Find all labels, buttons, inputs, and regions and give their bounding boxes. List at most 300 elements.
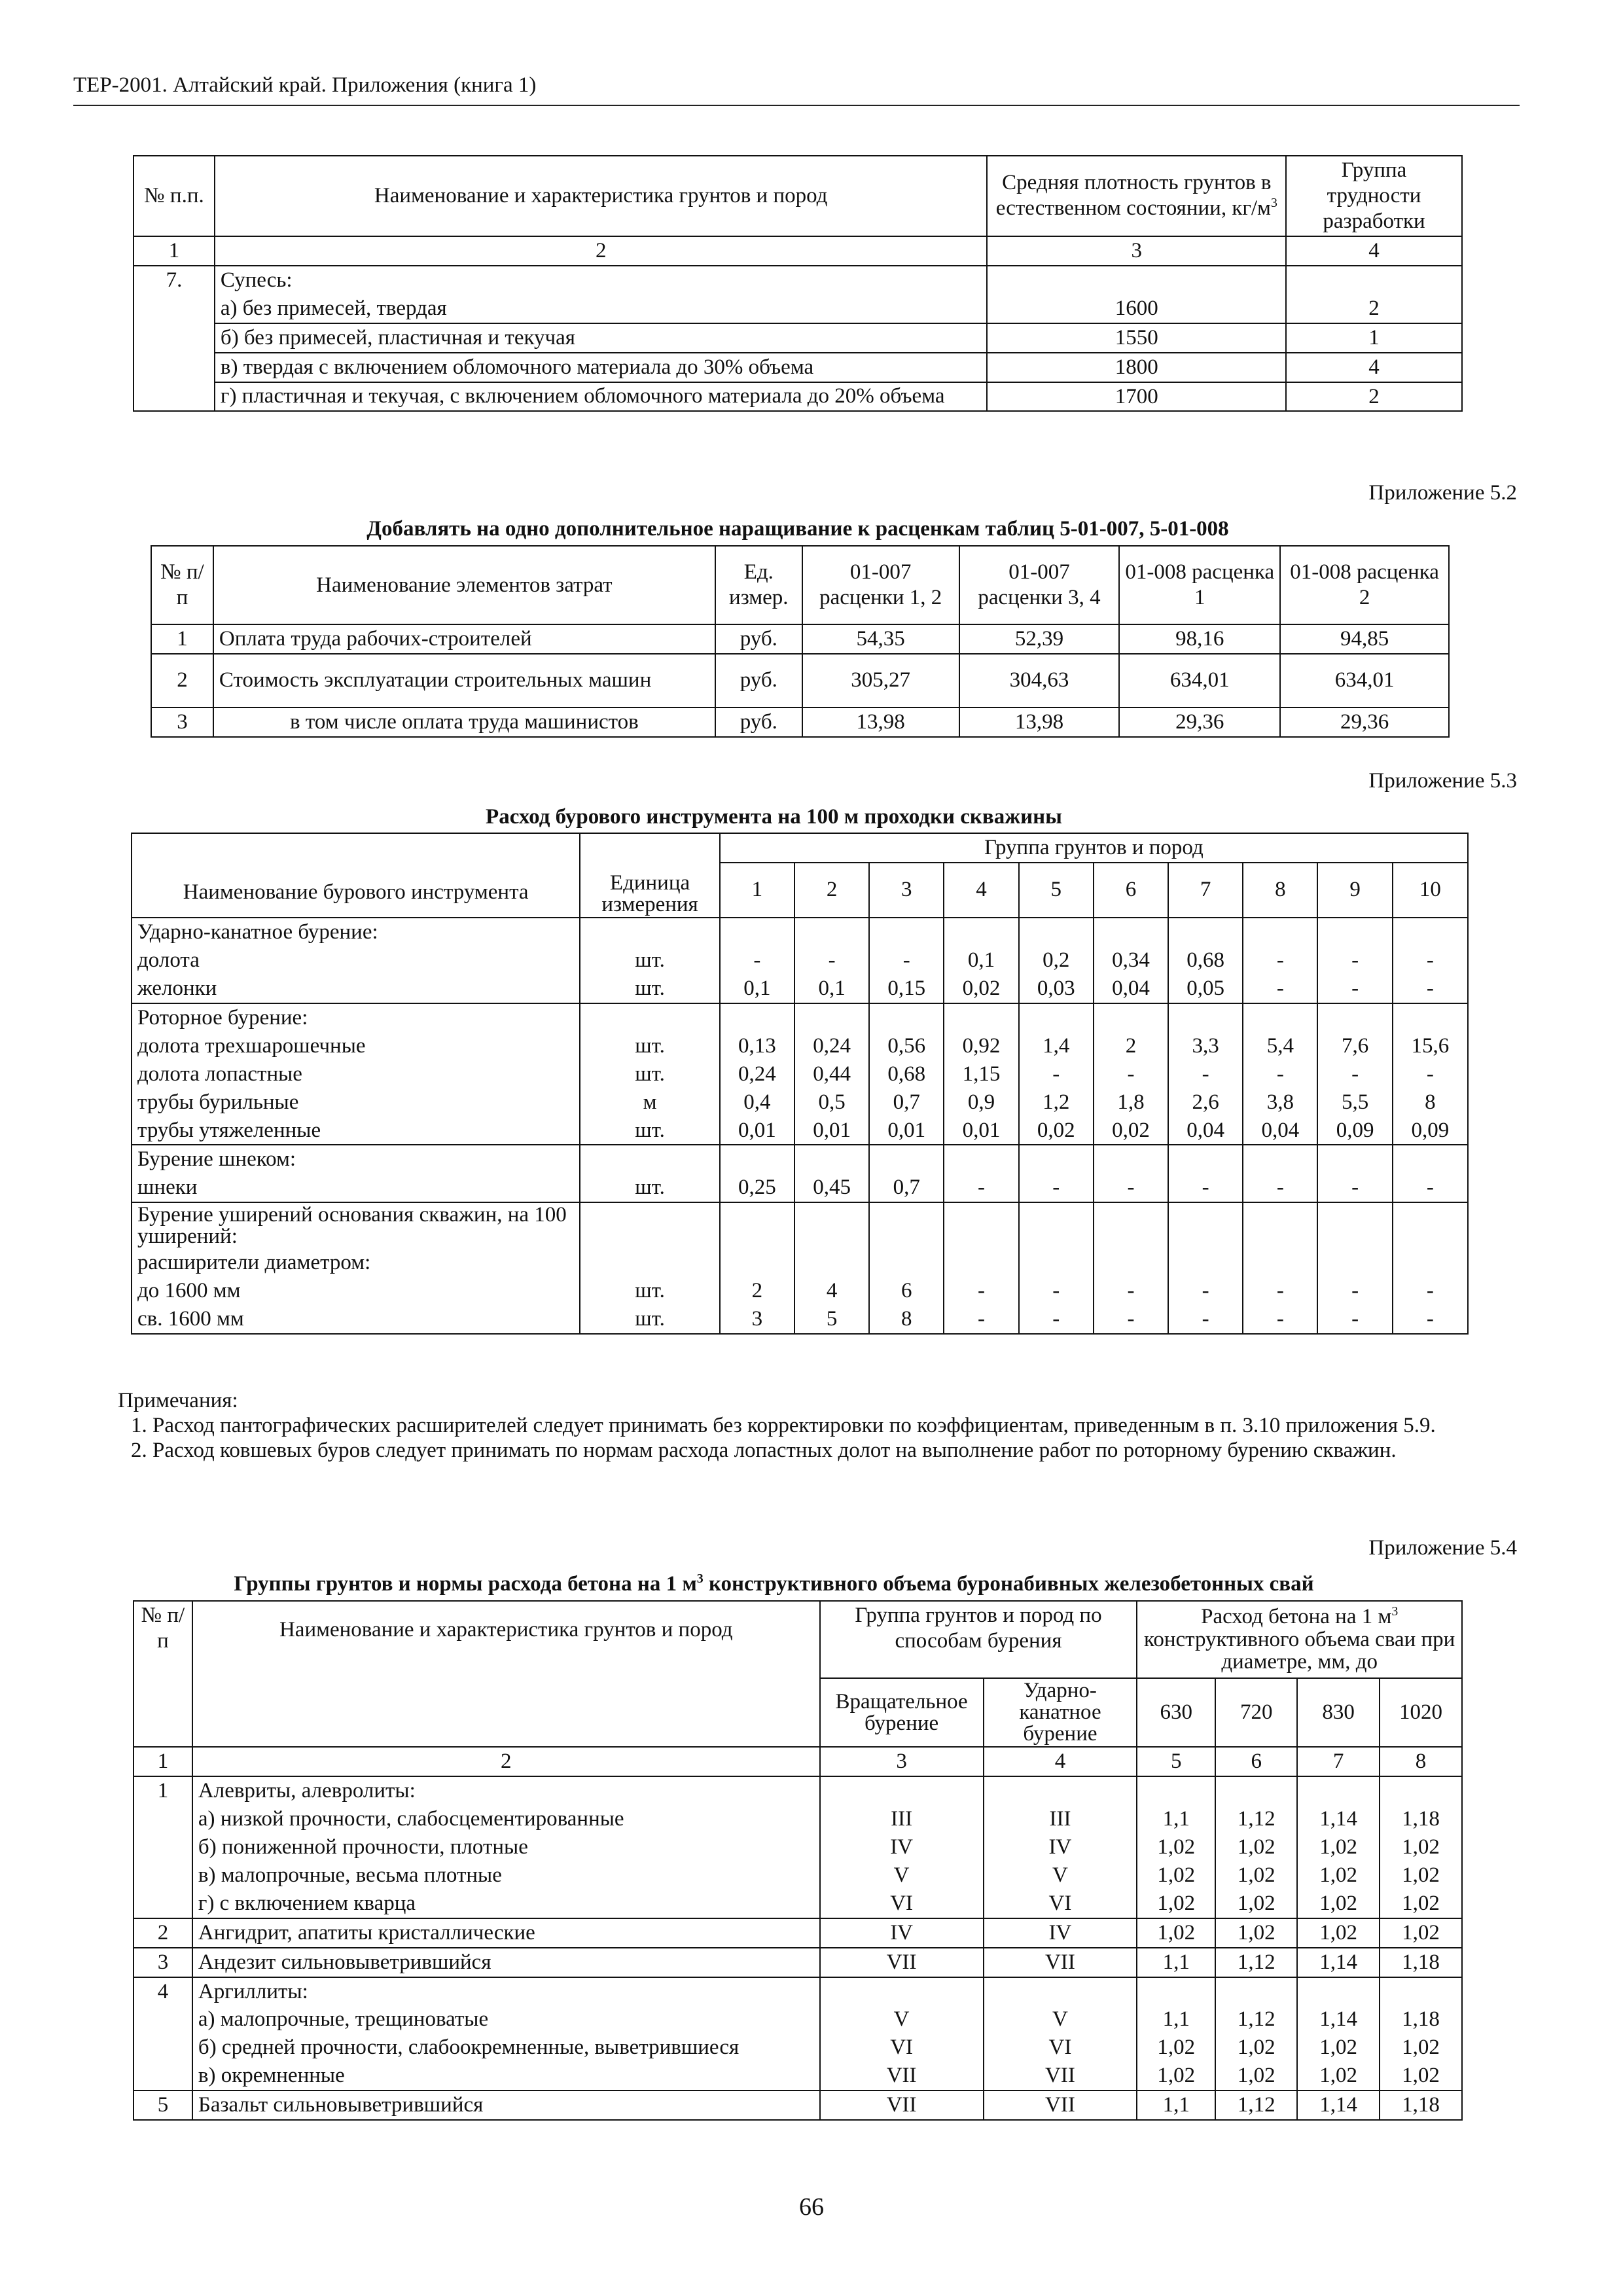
empty-cell: [944, 1145, 1018, 1174]
value: 305,27: [802, 654, 959, 708]
group-number: 5: [1019, 863, 1094, 918]
empty-cell: [134, 1805, 192, 1833]
value: 8: [1393, 1088, 1468, 1117]
value: [1393, 1249, 1468, 1277]
unit: м: [580, 1088, 719, 1117]
empty-cell: [1019, 918, 1094, 946]
soil-name: в) малопрочные, весьма плотные: [192, 1861, 820, 1890]
empty-cell: [1393, 918, 1468, 946]
empty-cell: [1137, 1977, 1215, 2006]
running-header: ТЕР-2001. Алтайский край. Приложения (книга 1): [73, 73, 537, 97]
value: -: [1393, 1277, 1468, 1305]
value: VI: [820, 2034, 984, 2062]
col-header-rate: 01-007 расценки 1, 2: [802, 546, 959, 624]
value: -: [1243, 1060, 1317, 1088]
value: 0,5: [794, 1088, 869, 1117]
row-no: 1: [151, 624, 213, 654]
row-no: 2: [134, 1918, 192, 1948]
value: 0,7: [869, 1088, 944, 1117]
value: -: [1393, 1305, 1468, 1334]
value: 0,04: [1168, 1117, 1243, 1145]
value: -: [1168, 1277, 1243, 1305]
value: V: [820, 2005, 984, 2034]
value: 0,24: [794, 1032, 869, 1060]
soil-name: б) средней прочности, слабоокремненные, выветрившиеся: [192, 2034, 820, 2062]
soil-name: Ангидрит, апатиты кристаллические: [192, 1918, 820, 1948]
concrete-norms-table: [133, 1600, 1463, 2121]
item-title-row: [134, 1776, 1462, 1805]
value: 1,15: [944, 1060, 1018, 1088]
value: 0,05: [1168, 975, 1243, 1003]
value: 29,36: [1280, 708, 1449, 737]
group-number: 2: [794, 863, 869, 918]
empty-cell: [580, 1202, 719, 1249]
notes-block: [118, 1389, 1525, 1463]
col-number: 6: [1215, 1747, 1297, 1776]
value: 0,1: [944, 946, 1018, 975]
value: IV: [984, 1833, 1137, 1861]
cost-table: [151, 545, 1450, 738]
density-value: 1800: [987, 353, 1286, 382]
value: 2,6: [1168, 1088, 1243, 1117]
value: -: [1393, 1060, 1468, 1088]
empty-cell: [794, 1202, 869, 1249]
value: 29,36: [1119, 708, 1280, 737]
value: 1,02: [1215, 1918, 1297, 1948]
empty-cell: [720, 1202, 794, 1249]
value: -: [1168, 1305, 1243, 1334]
soil-name: в) твердая с включением обломочного материала до 30% объема: [215, 353, 988, 382]
value: VII: [984, 2090, 1137, 2120]
value: -: [1317, 1277, 1392, 1305]
value: -: [869, 946, 944, 975]
table-row: [134, 1918, 1462, 1948]
empty-cell: [1243, 918, 1317, 946]
value: -: [1317, 946, 1392, 975]
value: -: [1094, 1277, 1168, 1305]
value: VI: [984, 1890, 1137, 1918]
table-row: [134, 1805, 1462, 1833]
section-title-row: [132, 918, 1468, 946]
empty-cell: [720, 1003, 794, 1032]
value: 1,02: [1297, 1918, 1380, 1948]
unit: [580, 1249, 719, 1277]
value: -: [1243, 975, 1317, 1003]
value: 1,02: [1380, 1833, 1462, 1861]
value: 0,25: [720, 1174, 794, 1202]
empty-cell: [984, 1977, 1137, 2006]
table-row: [134, 1861, 1462, 1890]
value: -: [1019, 1277, 1094, 1305]
unit: шт.: [580, 1305, 719, 1334]
col-header-unit: Ед. измер.: [715, 546, 802, 624]
empty-cell: [580, 918, 719, 946]
unit: шт.: [580, 975, 719, 1003]
value: 1,02: [1137, 1861, 1215, 1890]
value: -: [1317, 1060, 1392, 1088]
group-value: 2: [1286, 295, 1462, 323]
value: V: [984, 1861, 1137, 1890]
value: 1,02: [1215, 2034, 1297, 2062]
value: 0,02: [1019, 1117, 1094, 1145]
value: 0,68: [869, 1060, 944, 1088]
value: 1,02: [1137, 2062, 1215, 2090]
empty-cell: [1380, 1776, 1462, 1805]
table-row: [132, 975, 1468, 1003]
value: IV: [984, 1918, 1137, 1948]
value: 5,5: [1317, 1088, 1392, 1117]
table-caption: Расход бурового инструмента на 100 м проходки скважины: [486, 805, 1062, 829]
empty-cell: [1094, 1145, 1168, 1174]
empty-cell: [869, 918, 944, 946]
empty-cell: [1168, 1202, 1243, 1249]
section-title: Ударно-канатное бурение:: [132, 918, 580, 946]
cost-name: Стоимость эксплуатации строительных машин: [213, 654, 715, 708]
value: 1,02: [1380, 2034, 1462, 2062]
value: 1,02: [1215, 1833, 1297, 1861]
row-no: 3: [151, 708, 213, 737]
note-2: 2. Расход ковшевых буров следует принимать по нормам расхода лопастных долот на выполнение работ по роторному бурению скважин.: [131, 1438, 1397, 1462]
col-header-rate: 01-007 расценки 3, 4: [959, 546, 1120, 624]
empty-cell: [1243, 1202, 1317, 1249]
empty-cell: [1019, 1145, 1094, 1174]
soil-name: Базальт сильновыветрившийся: [192, 2090, 820, 2120]
value: 52,39: [959, 624, 1120, 654]
group-number: 10: [1393, 863, 1468, 918]
tool-name: трубы бурильные: [132, 1088, 580, 1117]
value: [869, 1249, 944, 1277]
value: 54,35: [802, 624, 959, 654]
col-header-name: Наименование и характеристика грунтов и пород: [215, 156, 988, 236]
value: 1,02: [1137, 1833, 1215, 1861]
col-header-group: Группа грунтов и пород по способам бурения: [820, 1601, 1137, 1678]
empty-cell: [1317, 1145, 1392, 1174]
value: 3,8: [1243, 1088, 1317, 1117]
group-number: 9: [1317, 863, 1392, 918]
drilling-tool-table: [131, 833, 1469, 1335]
table-row: [132, 946, 1468, 975]
group-value: 1: [1286, 323, 1462, 353]
value: -: [1094, 1305, 1168, 1334]
empty-cell: [720, 1145, 794, 1174]
empty-cell: [1317, 918, 1392, 946]
value: 4: [794, 1277, 869, 1305]
value: 1,18: [1380, 1805, 1462, 1833]
group-number: 4: [944, 863, 1018, 918]
col-header-name: Наименование элементов затрат: [213, 546, 715, 624]
unit: руб.: [715, 624, 802, 654]
empty-cell: [1215, 1776, 1297, 1805]
empty-cell: [1168, 918, 1243, 946]
unit: шт.: [580, 946, 719, 975]
soil-name: а) без примесей, твердая: [215, 295, 988, 323]
tool-name: долота: [132, 946, 580, 975]
table-row: [132, 1060, 1468, 1088]
diameter: 1020: [1380, 1678, 1462, 1747]
value: VII: [984, 1948, 1137, 1977]
value: 5: [794, 1305, 869, 1334]
item-title: Супесь:: [215, 266, 988, 295]
value: 1,02: [1297, 1861, 1380, 1890]
tool-name: до 1600 мм: [132, 1277, 580, 1305]
section-title-row: [132, 1145, 1468, 1174]
empty-cell: [1215, 1977, 1297, 2006]
value: IV: [820, 1918, 984, 1948]
value: -: [1243, 1277, 1317, 1305]
empty-cell: [820, 1776, 984, 1805]
value: 15,6: [1393, 1032, 1468, 1060]
group-value: 4: [1286, 353, 1462, 382]
empty-cell: [869, 1003, 944, 1032]
empty-cell: [869, 1202, 944, 1249]
empty-cell: [1094, 1003, 1168, 1032]
empty-cell: [1317, 1202, 1392, 1249]
col-header-no: № п/п: [151, 546, 213, 624]
soil-name: г) пластичная и текучая, с включением обломочного материала до 20% объема: [215, 382, 988, 412]
empty-cell: [134, 1833, 192, 1861]
col-header-no: № п.п.: [134, 156, 215, 236]
value: V: [820, 1861, 984, 1890]
value: 3: [720, 1305, 794, 1334]
value: 1,02: [1380, 1861, 1462, 1890]
empty-cell: [944, 918, 1018, 946]
table-row: [132, 1117, 1468, 1145]
soil-name: Андезит сильновыветрившийся: [192, 1948, 820, 1977]
col-number: 4: [984, 1747, 1137, 1776]
tool-name: долота лопастные: [132, 1060, 580, 1088]
unit: шт.: [580, 1060, 719, 1088]
empty-cell: [134, 2062, 192, 2090]
table-row: [132, 1249, 1468, 1277]
table-row: [132, 1174, 1468, 1202]
density-value: 1700: [987, 382, 1286, 412]
value: [1019, 1249, 1094, 1277]
value: 0,04: [1243, 1117, 1317, 1145]
value: 1,4: [1019, 1032, 1094, 1060]
value: -: [1243, 1305, 1317, 1334]
soil-density-table: [133, 155, 1463, 412]
appendix-label: Приложение 5.2: [1368, 481, 1517, 505]
column-numbers-row: [134, 1747, 1462, 1776]
soil-name: а) малопрочные, трещиноватые: [192, 2005, 820, 2034]
tool-name: расширители диаметром:: [132, 1249, 580, 1277]
value: 98,16: [1119, 624, 1280, 654]
empty-cell: [1297, 1977, 1380, 2006]
value: 1,14: [1297, 1805, 1380, 1833]
empty-cell: [134, 1890, 192, 1918]
value: 0,34: [1094, 946, 1168, 975]
value: 0,44: [794, 1060, 869, 1088]
col-header-groups: Группа грунтов и пород: [720, 833, 1468, 863]
value: 0,02: [1094, 1117, 1168, 1145]
tool-name: св. 1600 мм: [132, 1305, 580, 1334]
value: 1,02: [1380, 2062, 1462, 2090]
group-value: 2: [1286, 382, 1462, 412]
empty-cell: [1393, 1003, 1468, 1032]
row-no: 4: [134, 1977, 192, 2006]
value: -: [720, 946, 794, 975]
value: 1,14: [1297, 1948, 1380, 1977]
empty-cell: [794, 918, 869, 946]
group-number: 3: [869, 863, 944, 918]
value: 1,02: [1297, 2062, 1380, 2090]
value: 6: [869, 1277, 944, 1305]
unit: шт.: [580, 1277, 719, 1305]
value: 1,12: [1215, 2005, 1297, 2034]
value: 7,6: [1317, 1032, 1392, 1060]
tool-name: желонки: [132, 975, 580, 1003]
value: 13,98: [959, 708, 1120, 737]
soil-name: г) с включением кварца: [192, 1890, 820, 1918]
col-header-name: Наименование бурового инструмента: [132, 833, 580, 918]
table-row: [134, 1833, 1462, 1861]
unit: руб.: [715, 654, 802, 708]
value: 0,92: [944, 1032, 1018, 1060]
value: 0,03: [1019, 975, 1094, 1003]
value: 0,01: [944, 1117, 1018, 1145]
value: 8: [869, 1305, 944, 1334]
table-row: [132, 1032, 1468, 1060]
empty-cell: [134, 1861, 192, 1890]
soil-name: в) окремненные: [192, 2062, 820, 2090]
col-header-rate: 01-008 расценка 1: [1119, 546, 1280, 624]
empty-cell: [794, 1003, 869, 1032]
value: 94,85: [1280, 624, 1449, 654]
empty-cell: [944, 1003, 1018, 1032]
col-number: 3: [987, 236, 1286, 266]
col-header-no: № п/п: [134, 1601, 192, 1747]
section-title-row: [132, 1202, 1468, 1249]
group-number: 1: [720, 863, 794, 918]
value: 1,02: [1137, 2034, 1215, 2062]
group-number: 6: [1094, 863, 1168, 918]
table-row: [134, 1948, 1462, 1977]
unit: шт.: [580, 1117, 719, 1145]
value: III: [984, 1805, 1137, 1833]
table-row: [134, 2062, 1462, 2090]
empty-cell: [1393, 1202, 1468, 1249]
value: [720, 1249, 794, 1277]
value: V: [984, 2005, 1137, 2034]
table-row: [132, 1277, 1468, 1305]
empty-cell: [1019, 1003, 1094, 1032]
value: 0,2: [1019, 946, 1094, 975]
value: -: [1168, 1174, 1243, 1202]
col-header-concrete: Расход бетона на 1 $м^3$ конструктивного объема сваи при диаметре, мм, до: [1137, 1601, 1462, 1678]
empty-cell: [1243, 1003, 1317, 1032]
value: [944, 1249, 1018, 1277]
tool-name: долота трехшарошечные: [132, 1032, 580, 1060]
value: [1168, 1249, 1243, 1277]
diameter: 630: [1137, 1678, 1215, 1747]
cost-name: в том числе оплата труда машинистов: [213, 708, 715, 737]
section-title-row: [132, 1003, 1468, 1032]
note-1: 1. Расход пантографических расширителей следует принимать без корректировки по коэффициентам, приведенным в п. 3.10 приложения 5.9.: [131, 1413, 1436, 1437]
section-title: Бурение шнеком:: [132, 1145, 580, 1174]
value: VII: [984, 2062, 1137, 2090]
empty-cell: [580, 1003, 719, 1032]
empty-cell: [1380, 1977, 1462, 2006]
value: 1,14: [1297, 2005, 1380, 2034]
diameter: 830: [1297, 1678, 1380, 1747]
col-number: 2: [215, 236, 988, 266]
soil-name: б) без примесей, пластичная и текучая: [215, 323, 988, 353]
col-number: 3: [820, 1747, 984, 1776]
row-no: 2: [151, 654, 213, 708]
empty-cell: [1317, 1003, 1392, 1032]
value: VI: [820, 1890, 984, 1918]
table-row: [134, 2090, 1462, 2120]
value: 3,3: [1168, 1032, 1243, 1060]
value: 0,56: [869, 1032, 944, 1060]
density-value: 1600: [987, 295, 1286, 323]
item-title: Аргиллиты:: [192, 1977, 820, 2006]
col-header-density: Средняя плотность грунтов в естественном состоянии, $кг/м^3$: [987, 156, 1286, 236]
cost-name: Оплата труда рабочих-строителей: [213, 624, 715, 654]
col-header-rate: 01-008 расценка 2: [1280, 546, 1449, 624]
row-no: 1: [134, 1776, 192, 1805]
unit: шт.: [580, 1032, 719, 1060]
header-rule: [73, 105, 1520, 106]
empty-cell: [134, 2005, 192, 2034]
value: 0,68: [1168, 946, 1243, 975]
empty-cell: [1094, 918, 1168, 946]
value: 1,12: [1215, 1805, 1297, 1833]
col-number: 8: [1380, 1747, 1462, 1776]
row-no: 3: [134, 1948, 192, 1977]
value: 1,1: [1137, 1805, 1215, 1833]
table-row: [134, 1890, 1462, 1918]
value: III: [820, 1805, 984, 1833]
value: 1,1: [1137, 1948, 1215, 1977]
table-row: [134, 2034, 1462, 2062]
value: 634,01: [1280, 654, 1449, 708]
value: 1,02: [1297, 1890, 1380, 1918]
page-number: 66: [799, 2193, 824, 2221]
value: VII: [820, 2090, 984, 2120]
empty-cell: [720, 918, 794, 946]
empty-cell: [1168, 1003, 1243, 1032]
col-number: 4: [1286, 236, 1462, 266]
value: 1,02: [1380, 1890, 1462, 1918]
empty-cell: [794, 1145, 869, 1174]
table-row: [134, 2005, 1462, 2034]
value: 1,14: [1297, 2090, 1380, 2120]
value: -: [1393, 975, 1468, 1003]
value: 0,09: [1393, 1117, 1468, 1145]
empty-cell: [134, 2034, 192, 2062]
table-row: [132, 1305, 1468, 1334]
value: -: [1317, 1174, 1392, 1202]
group-number: 7: [1168, 863, 1243, 918]
value: [1317, 1249, 1392, 1277]
value: 1,1: [1137, 2090, 1215, 2120]
value: -: [1019, 1305, 1094, 1334]
value: 1,18: [1380, 2005, 1462, 2034]
density-value: 1550: [987, 323, 1286, 353]
value: -: [1094, 1060, 1168, 1088]
col-number: 5: [1137, 1747, 1215, 1776]
value: -: [1393, 1174, 1468, 1202]
appendix-label: Приложение 5.3: [1368, 769, 1517, 793]
value: 1,02: [1297, 2034, 1380, 2062]
unit: руб.: [715, 708, 802, 737]
row-no: 5: [134, 2090, 192, 2120]
tool-name: трубы утяжеленные: [132, 1117, 580, 1145]
value: [1094, 1249, 1168, 1277]
empty-cell: [1137, 1776, 1215, 1805]
value: 1,1: [1137, 2005, 1215, 2034]
